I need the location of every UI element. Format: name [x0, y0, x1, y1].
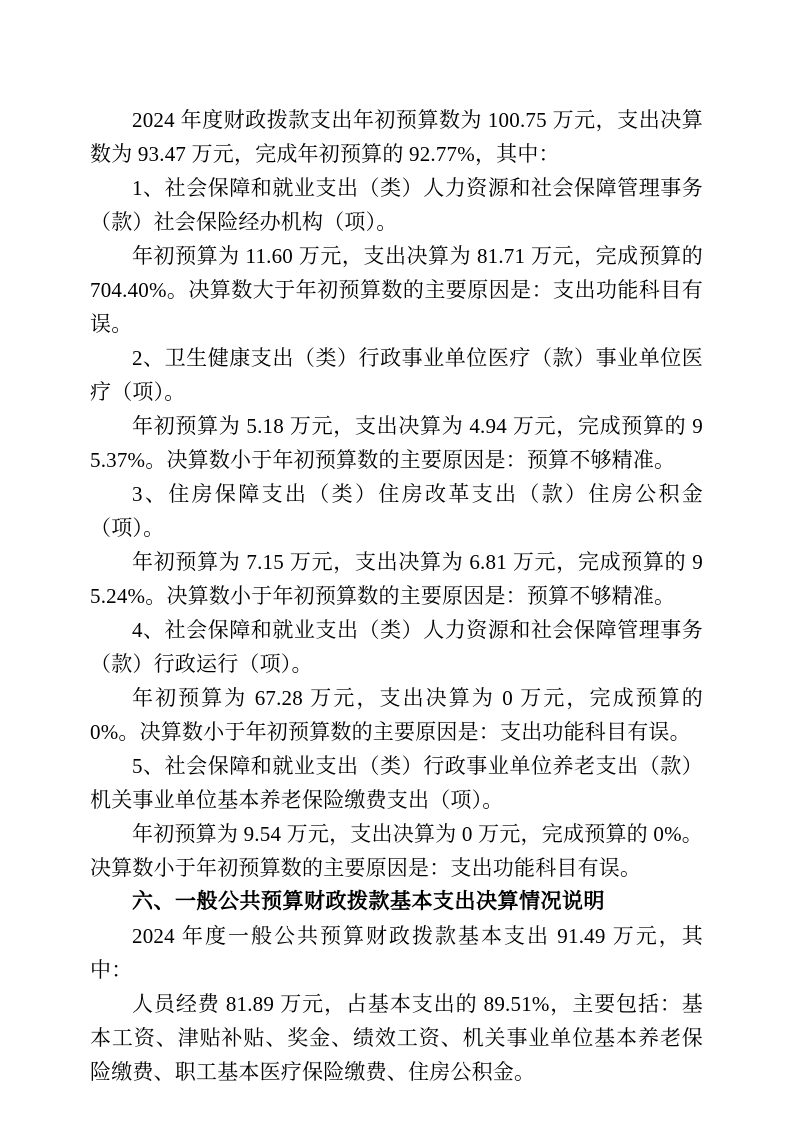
paragraph: 年初预算为 11.60 万元，支出决算为 81.71 万元，完成预算的 704.40%。决算数大于年初预算数的主要原因是：支出功能科目有误。 — [90, 244, 703, 336]
paragraph: 2024 年度一般公共预算财政拨款基本支出 91.49 万元，其中： — [90, 924, 703, 982]
paragraph: 4、社会保障和就业支出（类）人力资源和社会保障管理事务（款）行政运行（项）。 — [90, 618, 703, 676]
paragraph: 3、住房保障支出（类）住房改革支出（款）住房公积金（项）。 — [90, 482, 703, 540]
paragraph: 年初预算为 67.28 万元，支出决算为 0 万元，完成预算的 0%。决算数小于年初预算数的主要原因是：支出功能科目有误。 — [90, 686, 703, 744]
paragraph: 2024 年度财政拨款支出年初预算数为 100.75 万元，支出决算数为 93.47 万元，完成年初预算的 92.77%，其中： — [90, 108, 703, 166]
document-content — [90, 103, 703, 1089]
paragraph: 年初预算为 7.15 万元，支出决算为 6.81 万元，完成预算的 95.24%。决算数小于年初预算数的主要原因是：预算不够精准。 — [90, 550, 703, 608]
paragraph: 1、社会保障和就业支出（类）人力资源和社会保障管理事务（款）社会保险经办机构（项）。 — [90, 176, 703, 234]
paragraph: 2、卫生健康支出（类）行政事业单位医疗（款）事业单位医疗（项）。 — [90, 346, 703, 404]
paragraph: 年初预算为 9.54 万元，支出决算为 0 万元，完成预算的 0%。决算数小于年初预算数的主要原因是：支出功能科目有误。 — [90, 822, 703, 880]
paragraph: 5、社会保障和就业支出（类）行政事业单位养老支出（款）机关事业单位基本养老保险缴费支出（项）。 — [90, 754, 703, 812]
paragraph: 人员经费 81.89 万元，占基本支出的 89.51%，主要包括：基本工资、津贴补贴、奖金、绩效工资、机关事业单位基本养老保险缴费、职工基本医疗保险缴费、住房公积金。 — [90, 992, 703, 1084]
section-heading: 六、一般公共预算财政拨款基本支出决算情况说明 — [132, 890, 605, 913]
paragraph: 年初预算为 5.18 万元，支出决算为 4.94 万元，完成预算的 95.37%。决算数小于年初预算数的主要原因是：预算不够精准。 — [90, 414, 703, 472]
